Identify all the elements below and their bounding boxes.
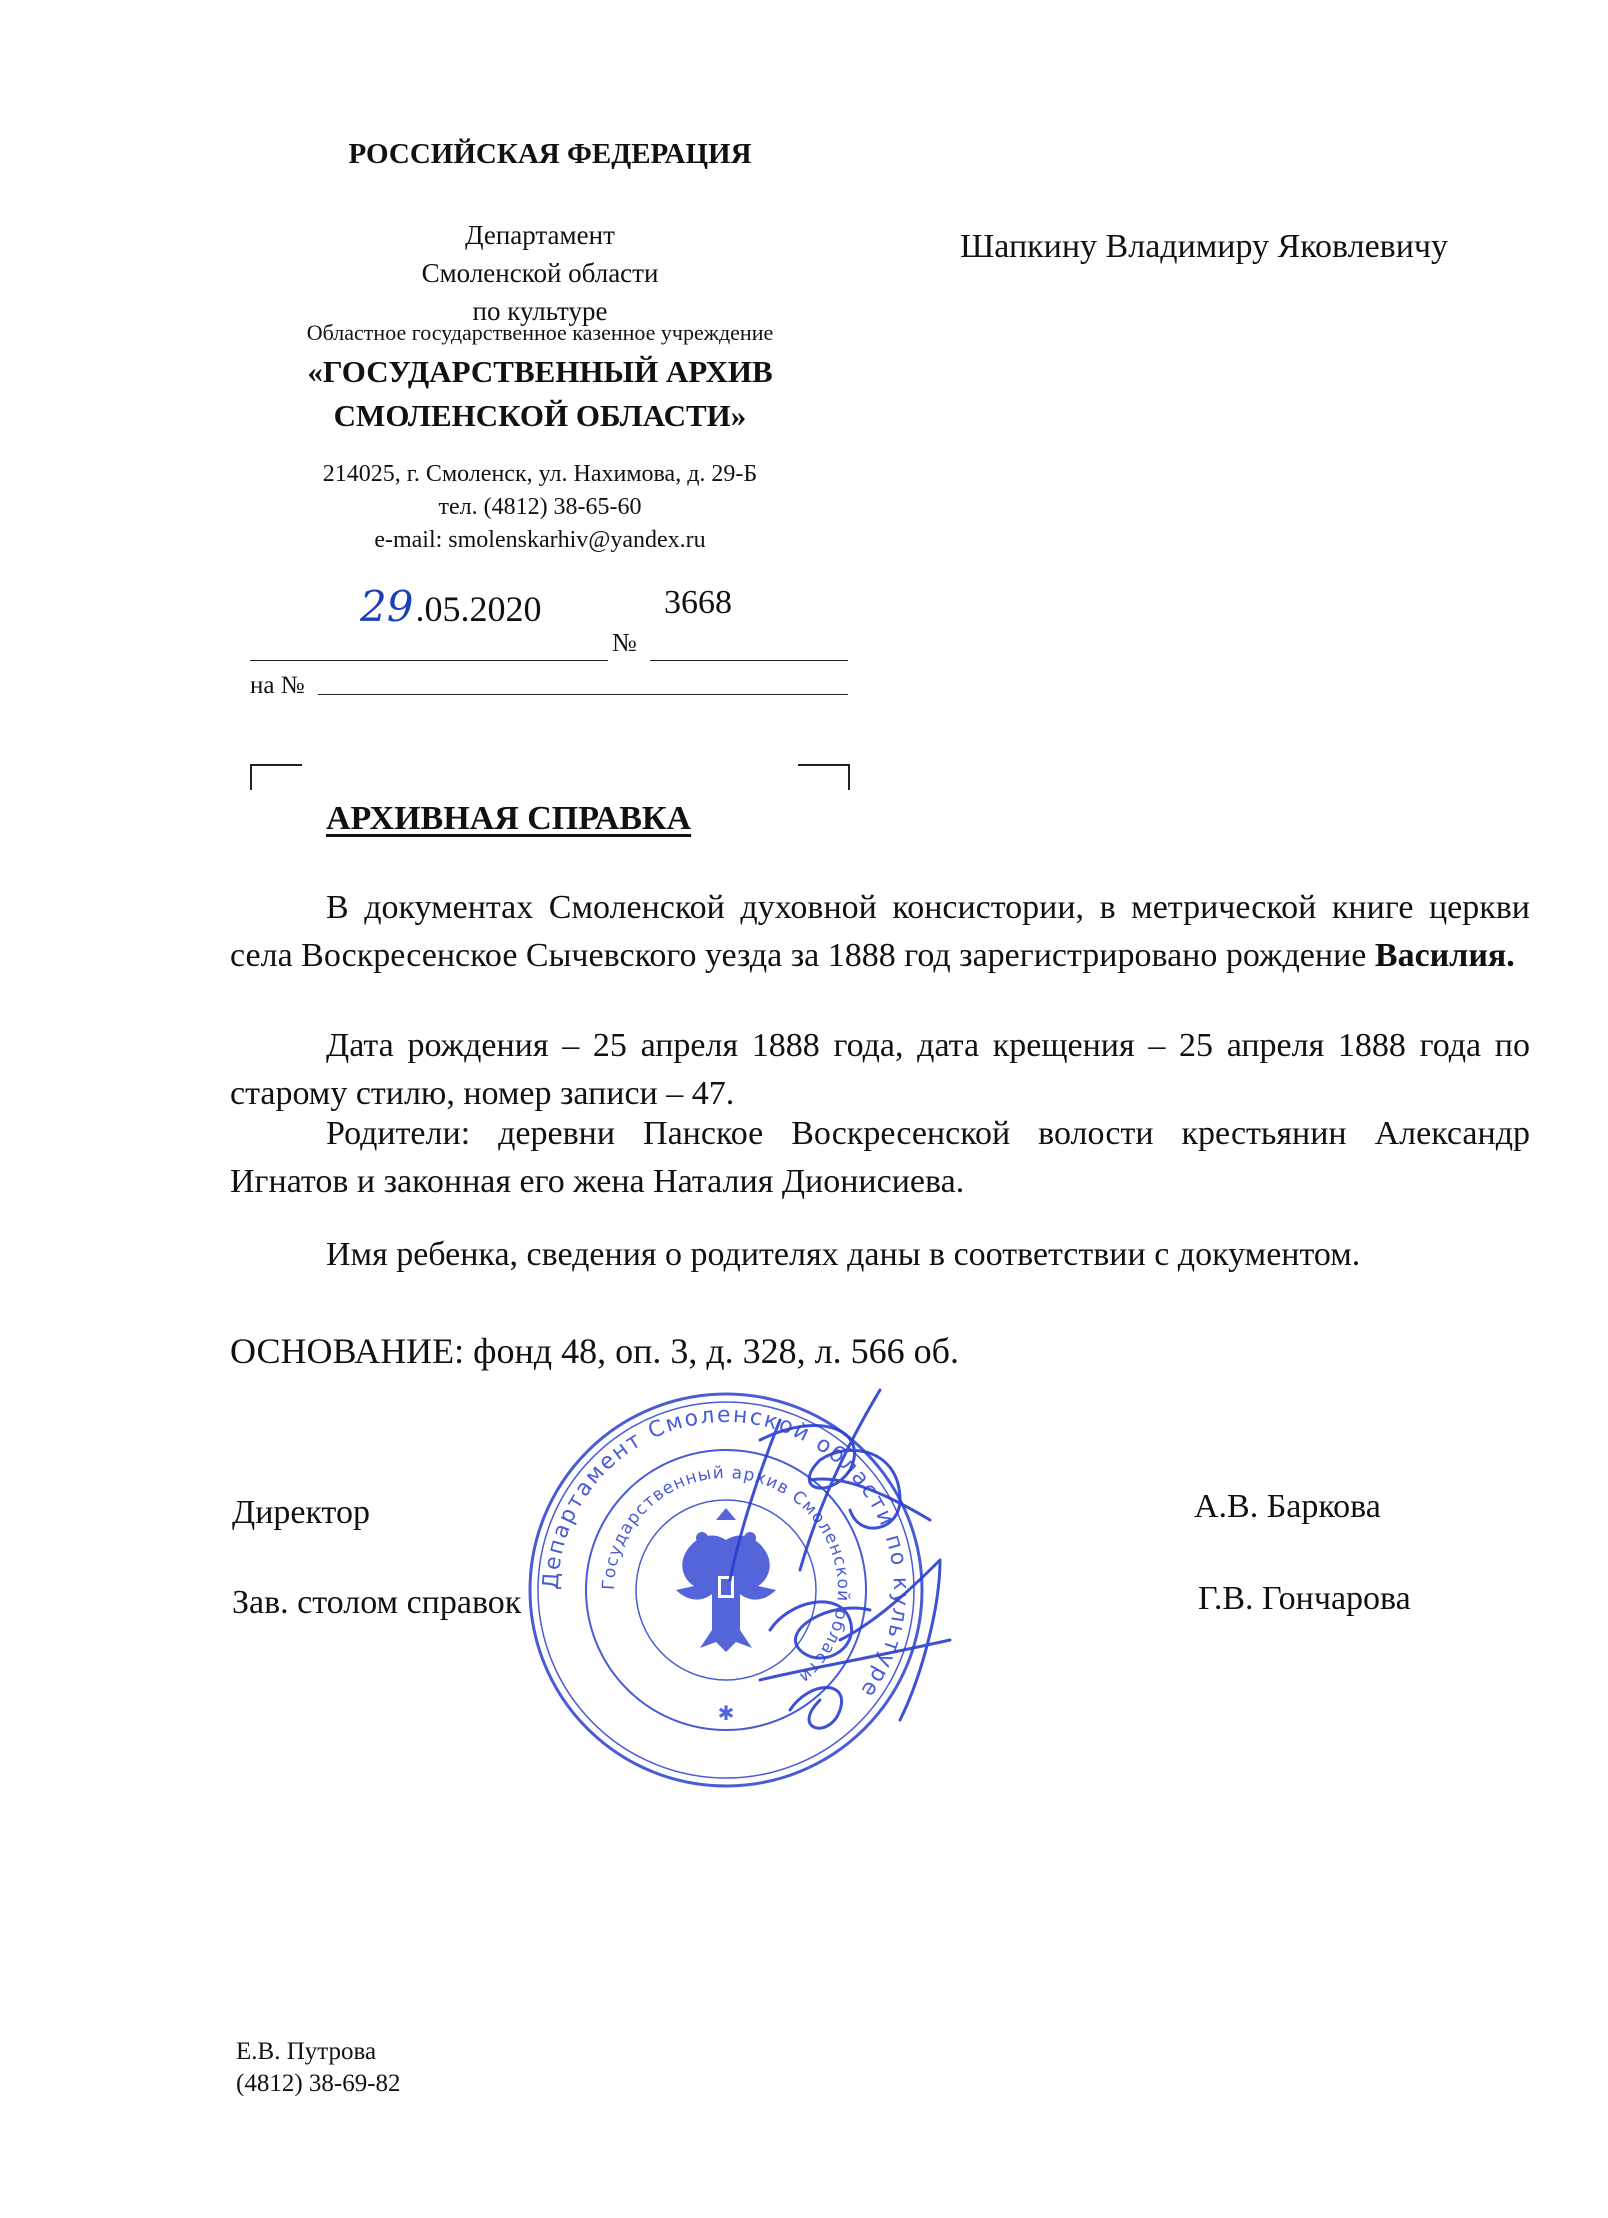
body-paragraph [230, 884, 1530, 980]
addressee: Шапкину Владимиру Яковлевичу [960, 228, 1449, 265]
document-heading: АРХИВНАЯ СПРАВКА [326, 800, 692, 837]
handwritten-day: 29 [360, 582, 414, 631]
phone-number: тел. (4812) 38-65-60 [438, 494, 642, 520]
paragraph-text: Родители: деревни Панское Воскресенской волости крестьянин Александр Игнатов и законная его жена Наталия Дионисиева. [230, 1115, 1530, 1200]
basis-text: ОСНОВАНИЕ: фонд 48, оп. 3, д. 328, л. 566 об. [230, 1331, 959, 1371]
seal-outer-text: Департамент Смоленской области по культуре [538, 1402, 914, 1704]
director-signature-icon [730, 1390, 930, 1580]
seal-inner-text: Государственный архив Смоленской области [598, 1462, 854, 1688]
reply-to-label: на № [250, 672, 305, 699]
clerk-title: Зав. столом справок [232, 1584, 522, 1621]
registration-date [360, 582, 541, 631]
corner-bracket-left [250, 764, 302, 790]
email-address: e-mail: smolenskarhiv@yandex.ru [374, 527, 706, 553]
executor-phone: (4812) 38-69-82 [236, 2070, 401, 2097]
clerk-name: Г.В. Гончарова [1198, 1580, 1411, 1617]
body-paragraph [230, 1110, 1530, 1206]
department-line: по культуре [472, 296, 608, 326]
reply-to-line [318, 694, 848, 695]
note-text: Имя ребенка, сведения о родителях даны в соответствии с документом. [326, 1236, 1361, 1273]
paragraph-text: В документах Смоленской духовной консистории, в метрической книге церкви села Воскресенское Сычевского уезда за 1888 год зарегистрировано рождение [230, 889, 1530, 974]
number-line [650, 660, 848, 661]
archive-name [200, 350, 880, 438]
paragraph-text: Дата рождения – 25 апреля 1888 года, дата крещения – 25 апреля 1888 года по старому стилю, номер записи – 47. [230, 1027, 1530, 1112]
seal-star-icon: ✱ [717, 1703, 735, 1725]
clerk-signature-icon [760, 1560, 950, 1728]
department-block [240, 216, 840, 330]
registration-number: 3668 [664, 584, 732, 621]
department-line: Смоленской области [421, 258, 659, 288]
handwritten-signatures [700, 1380, 1000, 1800]
printed-date: .05.2020 [415, 589, 542, 629]
executor-name: Е.В. Путрова [236, 2038, 377, 2065]
institution-type: Областное государственное казенное учреждение [306, 320, 774, 345]
department-line: Департамент [465, 220, 615, 250]
postal-address: 214025, г. Смоленск, ул. Нахимова, д. 29-Б [322, 461, 758, 487]
archive-name-line: «ГОСУДАРСТВЕННЫЙ АРХИВ [307, 354, 773, 389]
child-name: Василия. [1374, 937, 1515, 974]
archive-name-line: СМОЛЕНСКОЙ ОБЛАСТИ» [333, 398, 747, 433]
body-paragraph [230, 1022, 1530, 1118]
corner-bracket-right [798, 764, 850, 790]
country-title: РОССИЙСКАЯ ФЕДЕРАЦИЯ [348, 138, 752, 170]
director-title: Директор [232, 1494, 370, 1531]
date-line [250, 660, 608, 661]
director-name: А.В. Баркова [1194, 1488, 1381, 1525]
number-sign: № [612, 628, 637, 657]
contact-block [200, 458, 880, 557]
